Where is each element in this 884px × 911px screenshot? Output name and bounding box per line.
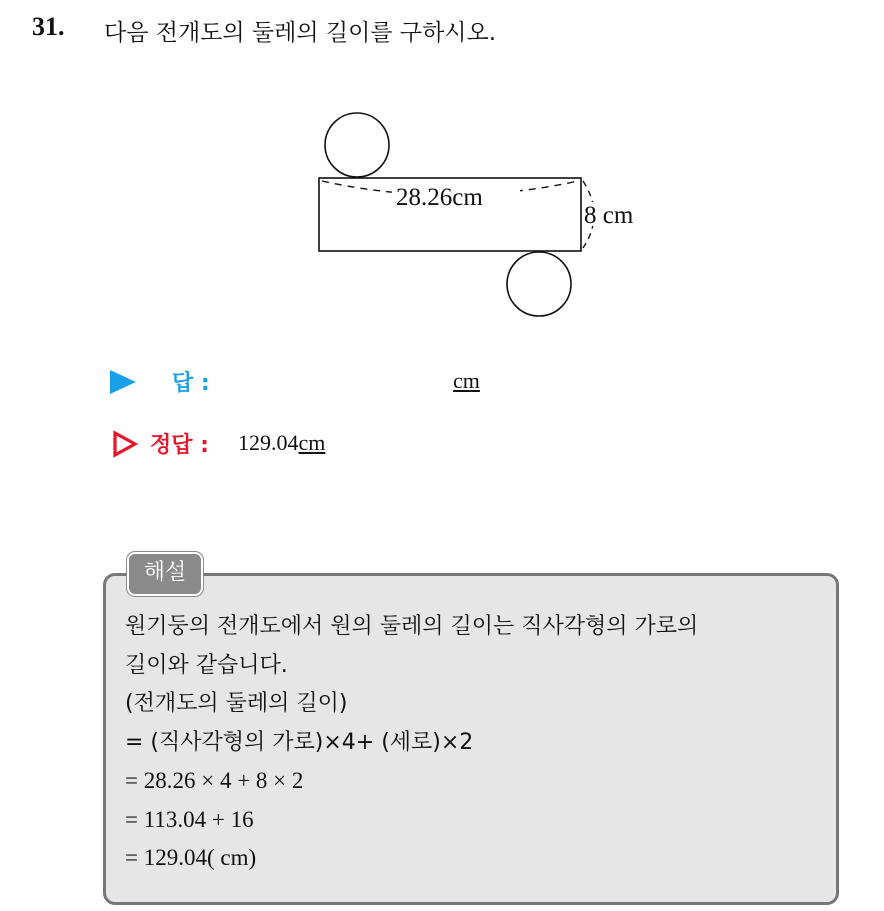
bottom-circle — [507, 252, 571, 316]
outline-triangle-icon — [112, 430, 138, 458]
solution-line: = 129.04( cm) — [125, 845, 257, 870]
answer-unit: cm — [453, 368, 480, 393]
correct-unit: cm — [298, 430, 326, 455]
answer-label: 답 : — [172, 371, 210, 396]
question-number: 31. — [32, 12, 65, 41]
top-circle — [325, 113, 389, 177]
width-label: 28.26cm — [396, 184, 483, 211]
solution-line: = (직사각형의 가로)×4+ (세로)×2 — [125, 729, 474, 755]
solution-line: 길이와 같습니다. — [125, 652, 288, 678]
question-text: 다음 전개도의 둘레의 길이를 구하시오. — [104, 20, 497, 46]
answer-row — [110, 366, 530, 398]
solution-line: = 28.26 × 4 + 8 × 2 — [125, 768, 304, 793]
correct-value: 129.04 — [238, 430, 299, 455]
correct-label: 정답 : — [150, 433, 209, 458]
solution-tab: 해설 — [127, 552, 203, 596]
play-triangle-icon — [110, 370, 136, 394]
solution-line: 원기둥의 전개도에서 원의 둘레의 길이는 직사각형의 가로의 — [125, 614, 699, 639]
solution-text — [125, 608, 698, 878]
solution-line: = 113.04 + 16 — [125, 806, 254, 832]
correct-answer-row — [110, 428, 510, 460]
solution-line: (전개도의 둘레의 길이) — [125, 691, 348, 716]
correct-value-group — [238, 430, 325, 456]
height-label: 8 cm — [584, 202, 634, 229]
net-diagram — [300, 105, 680, 325]
